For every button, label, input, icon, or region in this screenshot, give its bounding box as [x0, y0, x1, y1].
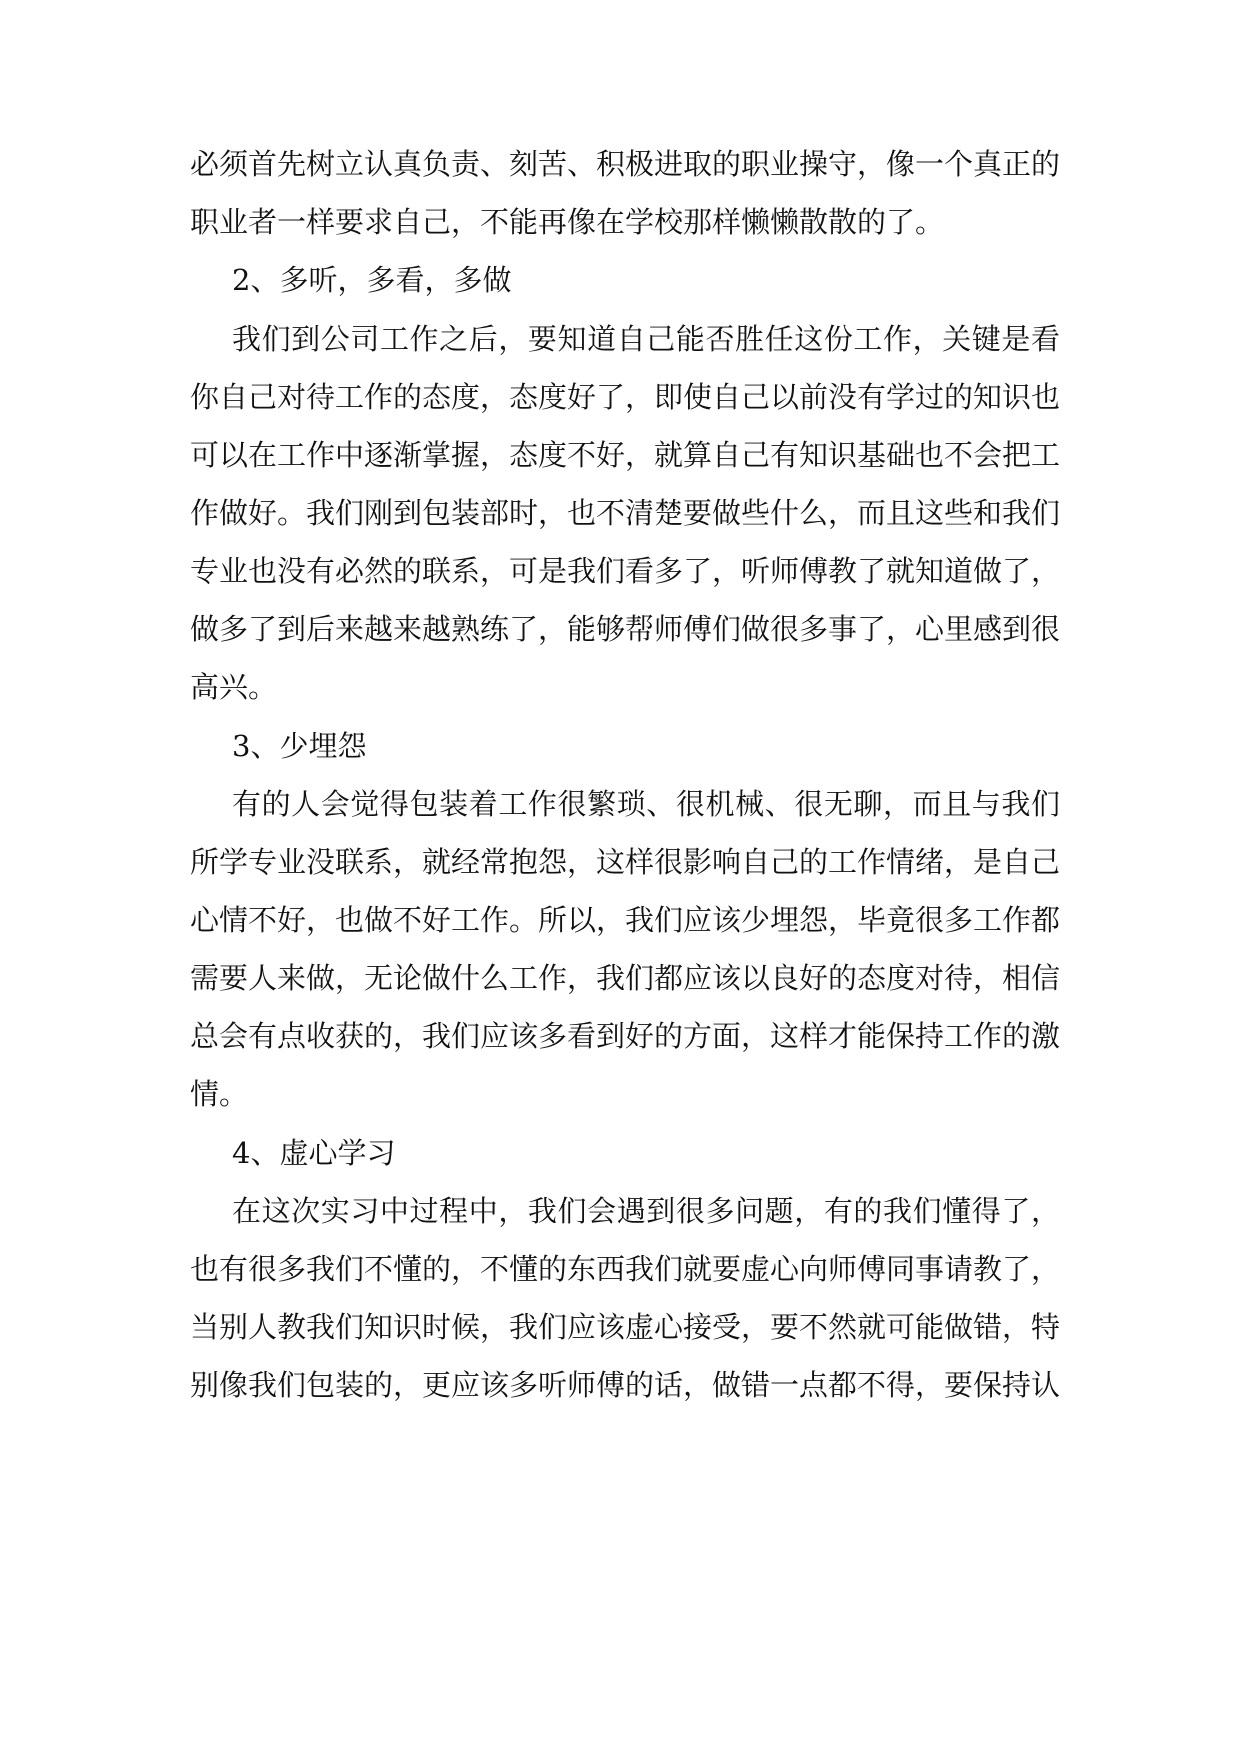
paragraph-line: 在这次实习中过程中，我们会遇到很多问题，有的我们懂得了， [232, 1194, 1060, 1228]
paragraph-line: 我们到公司工作之后，要知道自己能否胜任这份工作，关键是看 [232, 322, 1060, 356]
paragraph-line: 可以在工作中逐渐掌握，态度不好，就算自己有知识基础也不会把工 [190, 438, 1060, 472]
paragraph-line: 作做好。我们刚到包装部时，也不清楚要做些什么，而且这些和我们 [190, 496, 1060, 530]
paragraph-line: 也有很多我们不懂的，不懂的东西我们就要虚心向师傅同事请教了， [190, 1252, 1060, 1286]
paragraph-line: 别像我们包装的，更应该多听师傅的话，做错一点都不得，要保持认 [190, 1368, 1060, 1402]
section-heading-2: 2、多听，多看，多做 [232, 263, 512, 297]
paragraph-line: 高兴。 [190, 670, 278, 704]
paragraph-line: 职业者一样要求自己，不能再像在学校那样懒懒散散的了。 [190, 205, 945, 239]
paragraph-line: 专业也没有必然的联系，可是我们看多了，听师傅教了就知道做了， [190, 554, 1060, 588]
paragraph-line: 所学专业没联系，就经常抱怨，这样很影响自己的工作情绪，是自己 [190, 845, 1060, 879]
paragraph-line: 心情不好，也做不好工作。所以，我们应该少埋怨，毕竟很多工作都 [190, 903, 1060, 937]
paragraph-line: 你自己对待工作的态度，态度好了，即使自己以前没有学过的知识也 [190, 380, 1060, 414]
paragraph-line: 做多了到后来越来越熟练了，能够帮师傅们做很多事了，心里感到很 [190, 612, 1060, 646]
paragraph-line: 需要人来做，无论做什么工作，我们都应该以良好的态度对待，相信 [190, 961, 1060, 995]
paragraph-line: 必须首先树立认真负责、刻苦、积极进取的职业操守，像一个真正的 [190, 147, 1060, 181]
paragraph-line: 情。 [190, 1077, 249, 1111]
section-heading-3: 3、少埋怨 [232, 729, 367, 763]
paragraph-line: 总会有点收获的，我们应该多看到好的方面，这样才能保持工作的激 [190, 1019, 1060, 1053]
paragraph-line: 当别人教我们知识时候，我们应该虚心接受，要不然就可能做错，特 [190, 1310, 1060, 1344]
paragraph-line: 有的人会觉得包装着工作很繁琐、很机械、很无聊，而且与我们 [232, 787, 1060, 821]
section-heading-4: 4、虚心学习 [232, 1136, 396, 1170]
